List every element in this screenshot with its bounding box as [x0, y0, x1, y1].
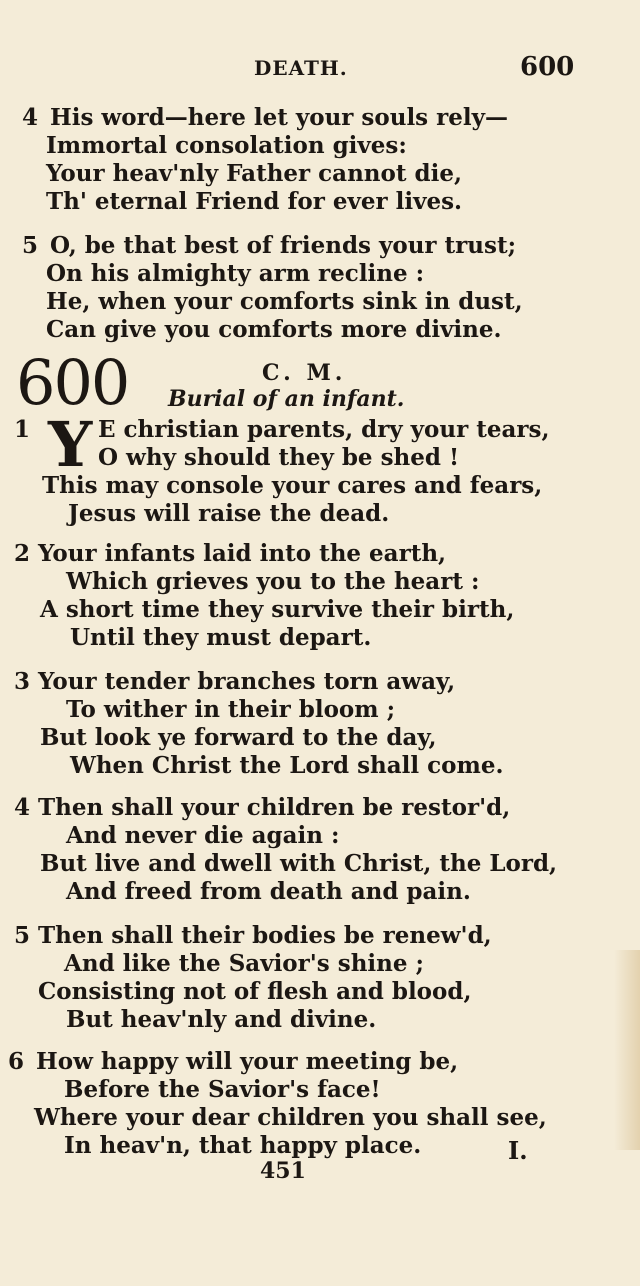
verse-line: To wither in their bloom ;: [66, 696, 396, 723]
verse-line: He, when your comforts sink in dust,: [46, 288, 523, 315]
verse-line: Can give you comforts more divine.: [46, 316, 502, 343]
signature-mark: I.: [508, 1136, 528, 1165]
verse-line: But look ye forward to the day,: [40, 724, 437, 751]
verse-line: And never die again :: [66, 822, 340, 849]
stanza-number: 6: [8, 1048, 25, 1075]
hymn-number: 600: [16, 346, 129, 419]
page-stain: [614, 950, 640, 1150]
drop-cap: Y: [48, 408, 93, 481]
verse-line: Which grieves you to the heart :: [66, 568, 480, 595]
verse-line: Th' eternal Friend for ever lives.: [46, 188, 463, 215]
stanza-number: 4: [14, 794, 31, 821]
hymn-subtitle: Burial of an infant.: [168, 386, 405, 412]
stanza-number: 5: [14, 922, 31, 949]
stanza-number: 2: [14, 540, 31, 567]
verse-line: But live and dwell with Christ, the Lord,: [40, 850, 558, 877]
page-number-bottom: 451: [260, 1158, 306, 1184]
verse-line: O, be that best of friends your trust;: [50, 232, 517, 259]
verse-line: This may console your cares and fears,: [42, 472, 543, 499]
verse-line: Where your dear children you shall see,: [34, 1104, 547, 1131]
hymn-meter: C. M.: [262, 360, 347, 386]
verse-line: But heav'nly and divine.: [66, 1006, 377, 1033]
stanza-number: 1: [14, 416, 31, 443]
verse-line: Your infants laid into the earth,: [38, 540, 447, 567]
verse-line: Before the Savior's face!: [64, 1076, 381, 1103]
verse-line: Immortal consolation gives:: [46, 132, 407, 159]
running-head: DEATH.: [254, 56, 348, 80]
verse-line: When Christ the Lord shall come.: [70, 752, 504, 779]
stanza-number: 4: [22, 104, 39, 131]
verse-line: A short time they survive their birth,: [40, 596, 515, 623]
verse-line: Your heav'nly Father cannot die,: [46, 160, 462, 187]
verse-line: And like the Savior's shine ;: [64, 950, 425, 977]
verse-line: Then shall your children be restor'd,: [38, 794, 511, 821]
stanza-number: 3: [14, 668, 31, 695]
verse-line: Jesus will raise the dead.: [68, 500, 390, 527]
verse-line: Consisting not of flesh and blood,: [38, 978, 472, 1005]
verse-line: And freed from death and pain.: [66, 878, 471, 905]
page-number-top: 600: [520, 52, 575, 82]
verse-line: On his almighty arm recline :: [46, 260, 425, 287]
verse-line: Your tender branches torn away,: [38, 668, 456, 695]
verse-line: How happy will your meeting be,: [36, 1048, 459, 1075]
verse-line: Until they must depart.: [70, 624, 372, 651]
stanza-number: 5: [22, 232, 39, 259]
hymn-heading: [0, 346, 640, 419]
verse-line: In heav'n, that happy place.: [64, 1132, 422, 1159]
page-header: [0, 52, 640, 82]
verse-line: His word—here let your souls rely—: [50, 104, 508, 131]
verse-line: E christian parents, dry your tears,: [98, 416, 550, 443]
verse-line: O why should they be shed !: [98, 444, 460, 471]
verse-line: Then shall their bodies be renew'd,: [38, 922, 492, 949]
